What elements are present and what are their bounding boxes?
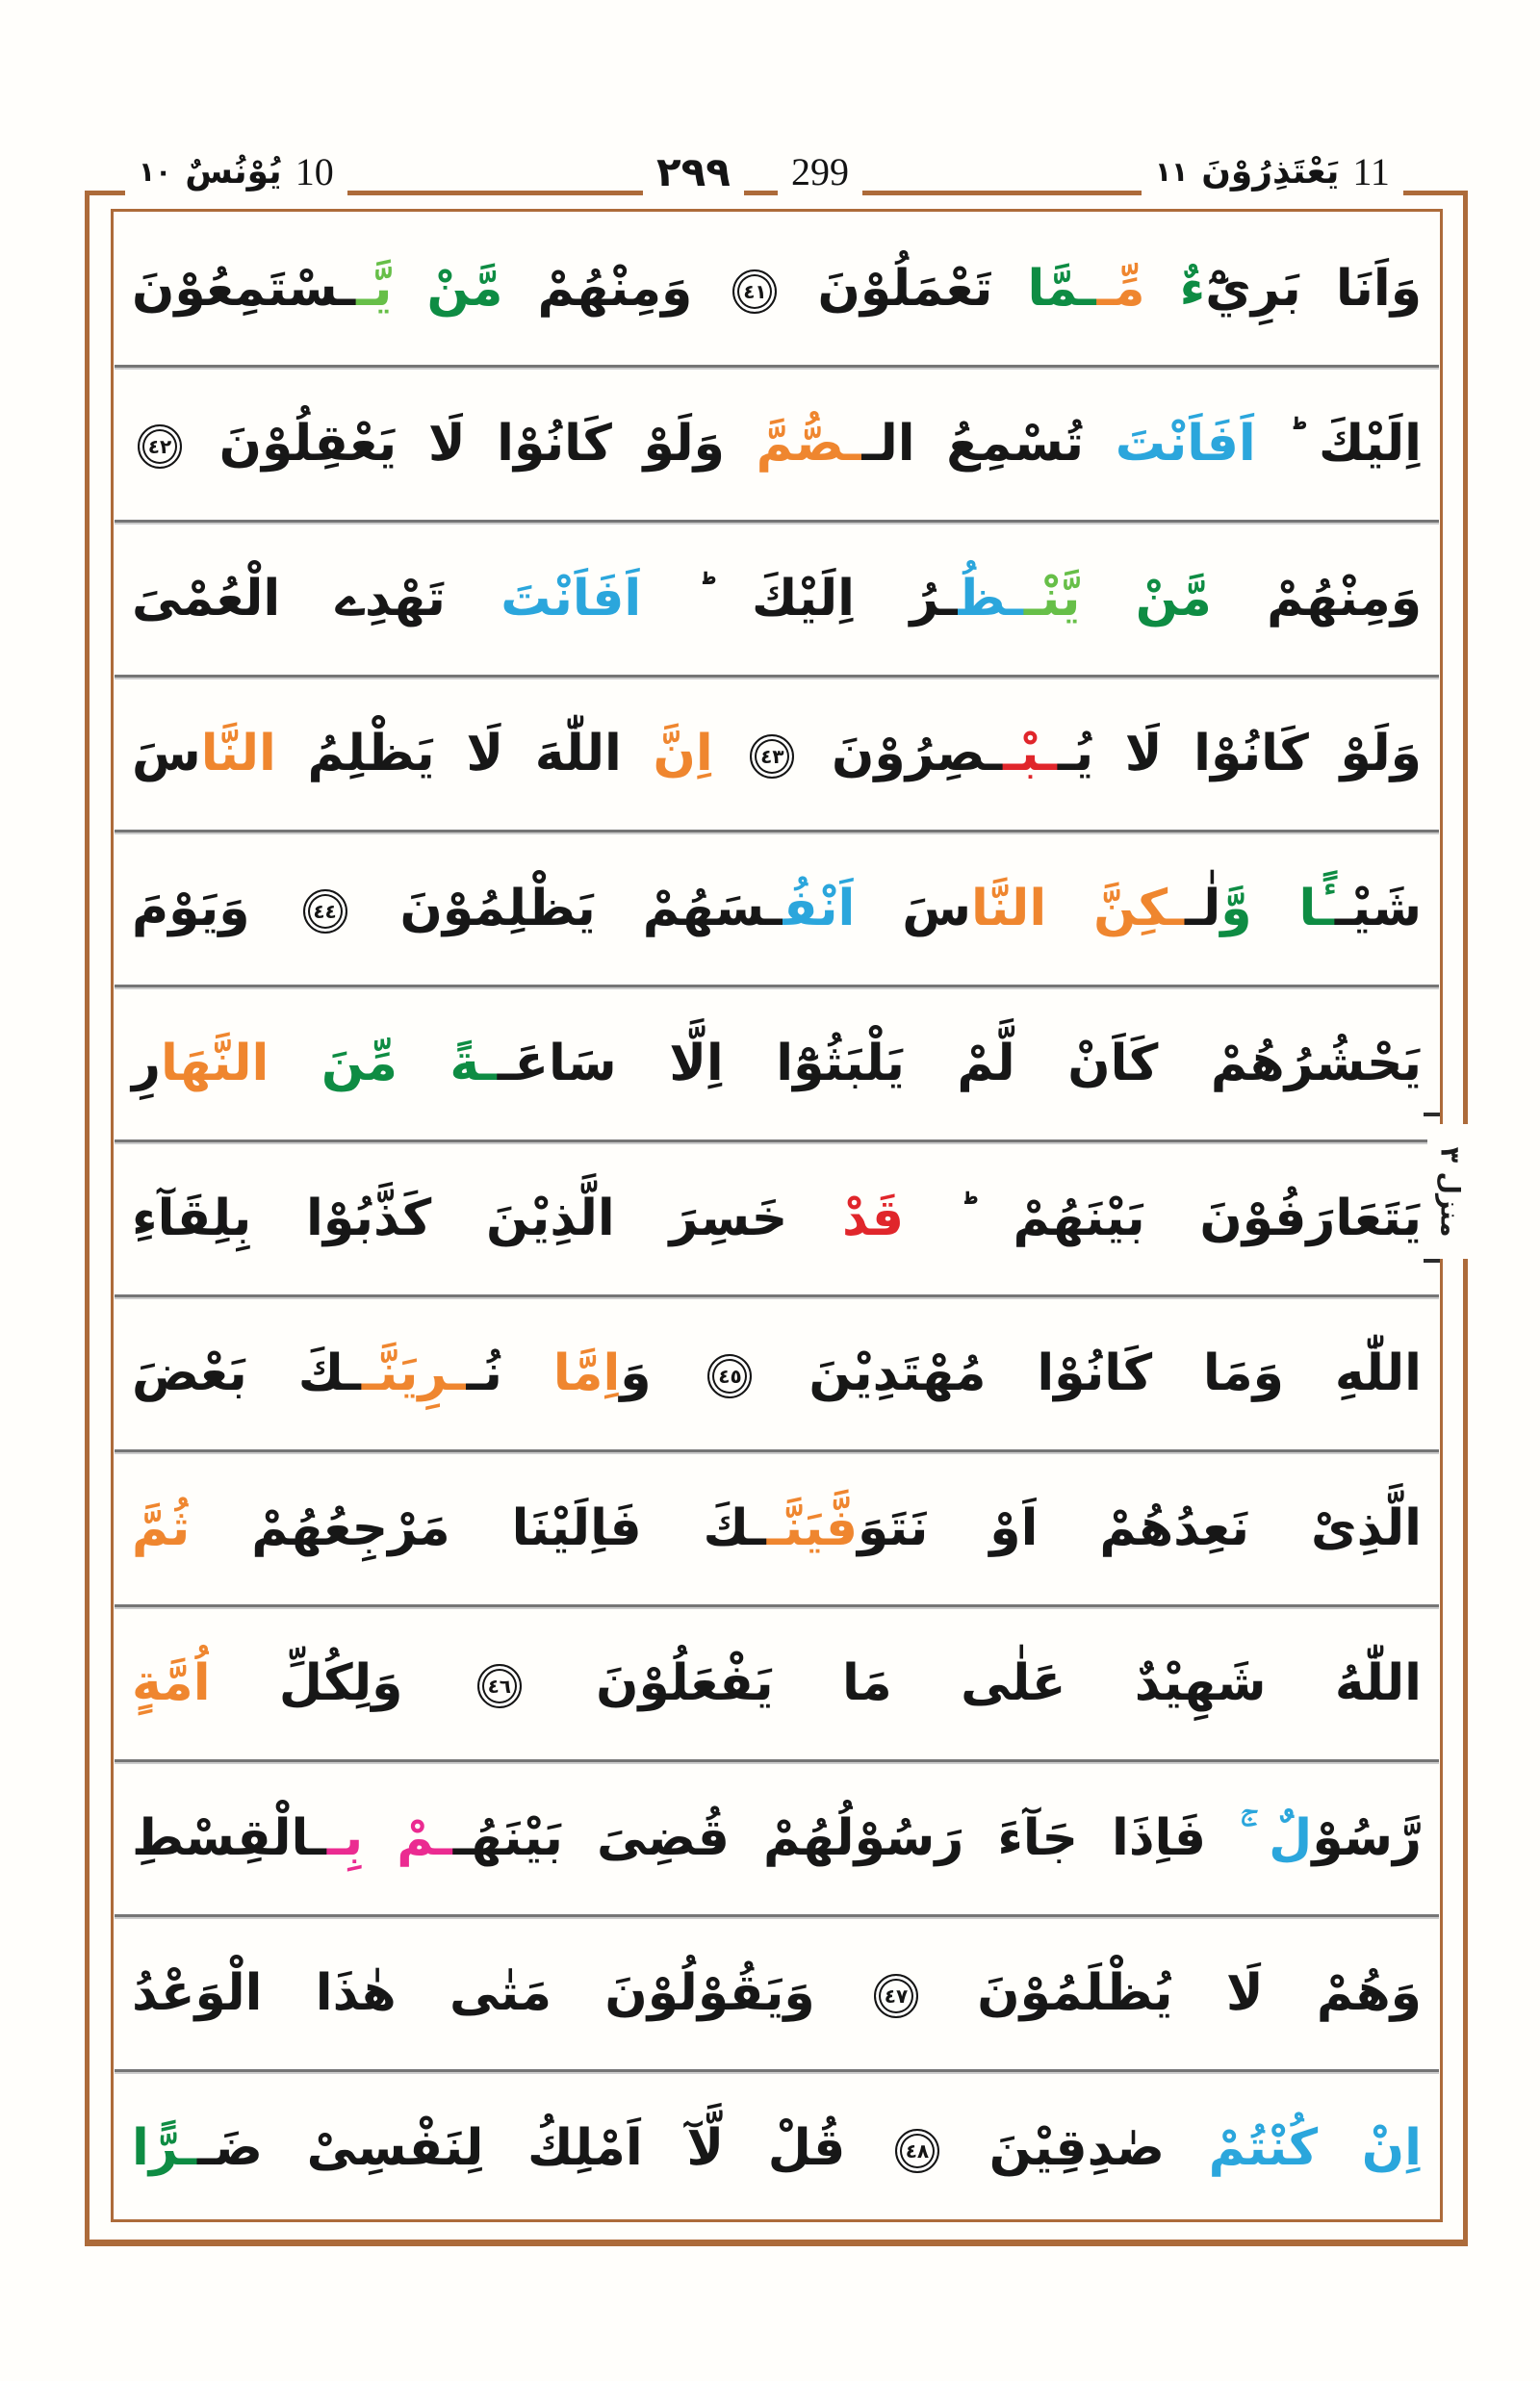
text-segment: اِنْ كُنْتُمْ <box>1164 2119 1423 2177</box>
verse-marker: ٤٣ <box>750 734 794 779</box>
text-segment: قُلْ لَّآ اَمْلِكُ لِنَفْسِیْ ضَـ <box>196 2119 889 2177</box>
text-segment: تُسْمِعُ الـ <box>861 415 1085 473</box>
quran-line-13 <box>115 2072 1439 2224</box>
text-segment: وَمِنْهُمْ <box>502 260 728 318</box>
text-segment: رَّسُوْ <box>1312 1809 1422 1867</box>
text-segment: ـصُّمَّ <box>725 415 862 473</box>
text-segment: اَفَاَنْتَ <box>445 570 642 627</box>
text-segment: يَحْشُرُهُمْ كَاَنْ لَّمْ يَلْبَثُوْٓا اِلَّا سَاعَـ <box>497 1035 1422 1092</box>
text-segment: وَيَوْمَ <box>132 880 297 937</box>
text-segment: اَفَاَنْتَ <box>1084 415 1256 473</box>
quran-line-12 <box>115 1917 1439 2072</box>
quran-line-6 <box>115 987 1439 1142</box>
header-page-number-latin <box>778 141 862 202</box>
text-segment: وَلَوْ كَانُوْا لَا يَعْقِلُوْنَ <box>188 415 726 473</box>
text-segment: لٰـ <box>1184 880 1221 937</box>
text-segment: نُـ <box>466 1344 502 1402</box>
text-segment: يَّنْـ <box>1023 570 1081 627</box>
text-segment: اِنَّ <box>621 725 713 782</box>
verse-marker: ٤٧ <box>874 1974 918 2018</box>
text-segment: تَهْدِے الْعُمْیَ <box>132 570 446 627</box>
surah-name: يُوْنُسٌ <box>185 151 282 192</box>
text-segment: ـرُ اِلَيْكَ ؕ <box>641 570 959 627</box>
text-segment: شَيْـ <box>1334 880 1422 937</box>
text-segment: وَ <box>620 1344 703 1402</box>
text-segment: صٰدِقِيْنَ <box>944 2119 1165 2177</box>
quran-line-3 <box>115 523 1439 678</box>
text-segment: ـةً مِّنَ <box>269 1035 498 1092</box>
text-segment: اِلَيْكَ ؕ <box>1255 415 1422 473</box>
quran-line-2 <box>115 368 1439 523</box>
text-segment: اللّٰهُ شَهِيْدٌ عَلٰى مَا يَفْعَلُوْنَ <box>526 1654 1422 1712</box>
text-segment: تَعْمَلُوْنَ <box>783 260 1028 318</box>
quran-line-5 <box>115 832 1439 987</box>
quran-line-7 <box>115 1142 1439 1297</box>
text-segment: ـمْ بِـ <box>326 1809 453 1867</box>
text-segment: ـبْـ <box>1003 725 1058 782</box>
text-segment: ـرًّا <box>132 2119 197 2177</box>
verse-marker: ٤٥ <box>707 1354 752 1398</box>
text-segment: ـكَ فَاِلَيْنَا مَرْجِعُهُمْ <box>190 1499 767 1557</box>
ruku-tick-top <box>1424 1113 1440 1116</box>
page-number-latin: 299 <box>791 149 849 193</box>
text-segment: سَ <box>132 725 201 782</box>
text-segment: مِّـ <box>1096 260 1145 318</box>
text-segment: يَّـ <box>356 260 393 318</box>
text-segment: ـكِنَّ <box>1046 880 1185 937</box>
surah-arabic-number: ١٠ <box>139 155 172 188</box>
verse-marker: ٤١ <box>732 269 777 314</box>
verse-marker: ٤٨ <box>895 2129 939 2173</box>
ruku-tick-bottom <box>1424 1259 1440 1263</box>
text-segment: اُمَّةٍ <box>132 1654 211 1712</box>
text-segment: خَسِرَ الَّذِيْنَ كَذَّبُوْا بِلِقَآءِ <box>132 1190 788 1247</box>
header-page-number-arabic <box>643 141 744 202</box>
text-segment: وَّ <box>1220 880 1252 937</box>
text-segment: ـسْتَمِعُوْنَ <box>132 260 357 318</box>
quran-line-1 <box>115 213 1439 368</box>
text-segment: مَّنْ <box>1080 570 1212 627</box>
verse-marker: ٤٤ <box>303 889 347 934</box>
juz-arabic-number: ١١ <box>1155 155 1189 188</box>
text-segment: ـًٔا <box>1251 880 1335 937</box>
surah-latin-number: 10 <box>295 149 334 193</box>
page-number-arabic: ٢٩٩ <box>656 147 731 195</box>
text-segment: ـصِرُوْنَ <box>800 725 1004 782</box>
header-juz <box>1142 141 1403 202</box>
header-surah <box>125 141 347 202</box>
text-segment: فَّيَنَّـ <box>766 1499 859 1557</box>
text-segment: وَلَوْ كَانُوْا لَا يُـ <box>1057 725 1422 782</box>
text-segment: النَّا <box>971 880 1047 937</box>
text-segment: يَتَعَارَفُوْنَ بَيْنَهُمْ ؕ <box>904 1190 1422 1247</box>
manzil-label-text: منزل ٣ <box>1434 1146 1465 1237</box>
text-segment: اللّٰهَ لَا يَظْلِمُ <box>275 725 622 782</box>
text-segment: ـرِيَنَّـ <box>361 1344 467 1402</box>
text-segment: وَمِنْهُمْ <box>1211 570 1423 627</box>
manzil-label <box>1427 1124 1472 1259</box>
text-segment: ـالْقِسْطِ <box>132 1809 327 1867</box>
text-segment: ـمَّا <box>1027 260 1097 318</box>
text-segment: رِ <box>132 1035 161 1092</box>
text-segment: الَّذِیْ نَعِدُهُمْ اَوْ نَتَوَ <box>858 1499 1422 1557</box>
text-segment: اِمَّا <box>501 1344 621 1402</box>
text-segment: وَهُمْ لَا يُظْلَمُوْنَ <box>924 1964 1422 2022</box>
quran-line-4 <box>115 678 1439 832</box>
text-segment: اَنْفُ <box>783 880 856 937</box>
quran-line-10 <box>115 1607 1439 1762</box>
text-segment: النَّهَا <box>160 1035 270 1092</box>
text-segment: سَ <box>855 880 972 937</box>
quran-line-8 <box>115 1297 1439 1452</box>
verse-marker: ٤٦ <box>477 1664 522 1708</box>
text-segment: لٌ ۚ <box>1206 1809 1313 1867</box>
juz-name: يَعْتَذِرُوْنَ <box>1201 151 1340 192</box>
text-segment: وَلِكُلِّ <box>210 1654 472 1712</box>
text-segment: مَّنْ <box>392 260 503 318</box>
verse-marker: ٤٢ <box>138 424 182 469</box>
text-segment: فَاِذَا جَآءَ رَسُوْلُهُمْ قُضِیَ بَيْنَهُـ <box>452 1809 1207 1867</box>
text-segment: ـظُ <box>958 570 1024 627</box>
quran-text-area <box>115 213 1439 2218</box>
text-segment: ثُمَّ <box>132 1499 191 1557</box>
text-segment: اللّٰهِ وَمَا كَانُوْا مُهْتَدِيْنَ <box>757 1344 1422 1402</box>
text-segment: النَّا <box>200 725 276 782</box>
text-segment <box>713 725 745 782</box>
text-segment: وَيَقُوْلُوْنَ مَتٰى هٰذَا الْوَعْدُ <box>132 1964 868 2022</box>
text-segment: ـسَهُمْ يَظْلِمُوْنَ <box>352 880 783 937</box>
text-segment: قَدْ <box>787 1190 905 1247</box>
text-segment: ءٌ <box>1144 260 1206 318</box>
juz-latin-number: 11 <box>1352 149 1390 193</box>
text-segment: ـكَ بَعْضَ <box>132 1344 362 1402</box>
quran-line-9 <box>115 1452 1439 1607</box>
text-segment: وَاَنَا بَرِيْٓ <box>1205 260 1423 318</box>
quran-line-11 <box>115 1762 1439 1917</box>
